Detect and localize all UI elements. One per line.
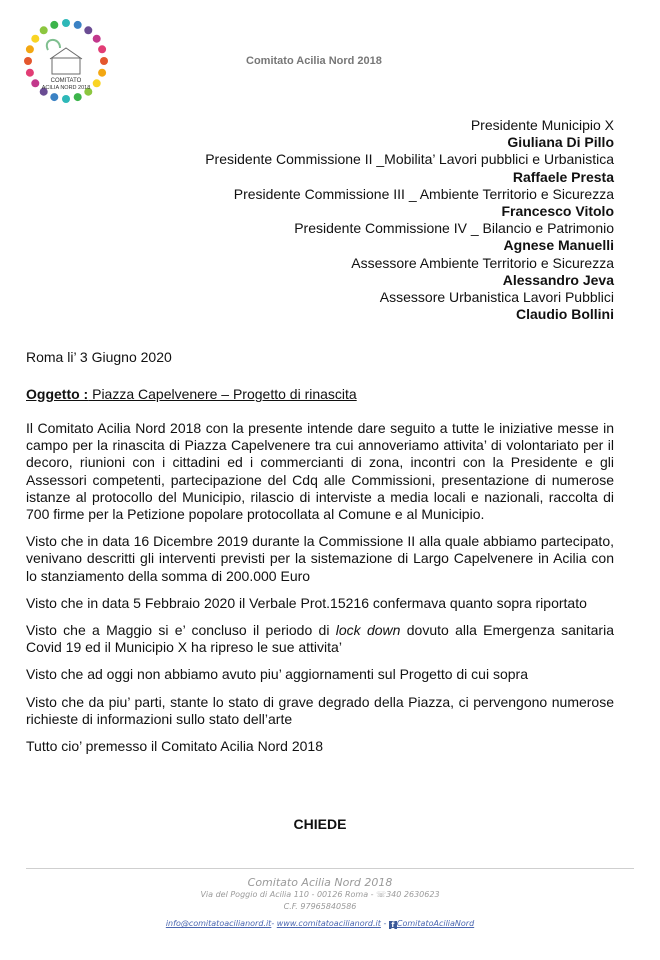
paragraph: Visto che a Maggio si e’ concluso il periodo di lock down dovuto alla Emergenza sanitaria Covid 19 ed il Municipio X ha ripreso le sue attivita’ [26,622,614,656]
facebook-link[interactable]: ComitatoAciliaNord [396,919,475,928]
paragraph: Visto che in data 5 Febbraio 2020 il Verbale Prot.15216 confermava quanto sopra riportato [26,594,587,611]
paragraph: Visto che ad oggi non abbiamo avuto piu’ aggiornamenti sul Progetto di cui sopra [26,666,528,683]
footer-name: Comitato Acilia Nord 2018 [247,876,393,889]
logo-figure [24,57,32,65]
logo-figure [26,45,34,53]
letter-subject [26,386,357,402]
logo-figure [31,79,39,87]
logo-figure [62,19,70,27]
logo-figure [50,21,58,29]
recipient-name: Alessandro Jeva [502,271,614,288]
letter-date: Roma li’ 3 Giugno 2020 [26,349,172,365]
logo-figure [93,79,101,87]
recipient-role: Presidente Commissione II _Mobilita’ Lavori pubblici e Urbanistica [205,151,614,168]
logo-figure [62,95,70,103]
svg-text:COMITATO: COMITATO [50,78,82,84]
logo-figure [26,69,34,77]
recipients-block [205,117,614,323]
letter-footer [0,876,640,929]
logo-figure [40,26,48,34]
paragraph: Visto che da piu’ parti, stante lo stato di grave degrado della Piazza, ci pervengono numerose richieste di informazioni sullo stato dell’arte [26,693,614,727]
logo-figure [50,93,58,101]
recipient-name: Claudio Bollini [516,306,614,323]
recipient-role: Assessore Ambiente Territorio e Sicurezza [351,254,614,271]
email-link[interactable]: info@comitatoacilianord.it [165,919,272,928]
website-link[interactable]: www.comitatoacilianord.it [276,919,381,928]
facebook-icon: f [389,921,397,929]
subject-label: Oggetto : [26,386,89,402]
logo-figure [74,93,82,101]
logo-figure [93,35,101,43]
footer-address: Via del Poggio di Acilia 110 - 00126 Roma - ☏340 2630623 [200,890,440,899]
logo-figure [100,57,108,65]
logo-figure [98,69,106,77]
recipient-role: Assessore Urbanistica Lavori Pubblici [379,289,614,306]
chiede-heading: CHIEDE [293,816,347,832]
recipient-name: Giuliana Di Pillo [507,134,614,151]
footer-divider [26,868,634,869]
paragraph: Il Comitato Acilia Nord 2018 con la presente intende dare seguito a tutte le iniziative messe in campo per la rinascita di Piazza Capelvenere tra cui annoveriamo attivita’ di volontariato per il decoro, riunioni con i cittadini ed i commercianti di zona, incontri con la Presidente e gli Assessori competenti, partecipazione del Cdq alle Commissioni, presentazione di numerose istanze al protocollo del Municipio, rilascio di interviste a media locali e nazionali, raccolta di 700 firme per la Petizione popolare protocollata al Comune e al Municipio. [26,420,614,523]
letterhead-title: Comitato Acilia Nord 2018 [246,55,382,67]
recipient-role: Presidente Commissione IV _ Bilancio e Patrimonio [294,220,614,237]
footer-links: info@comitatoacilianord.it- www.comitatoacilianord.it - f ComitatoAciliaNord [165,919,475,929]
logo-figure [31,35,39,43]
logo-figure [74,21,82,29]
logo-figure [84,26,92,34]
paragraph: Tutto cio’ premesso il Comitato Acilia Nord 2018 [26,738,323,755]
comitato-logo [12,16,120,106]
recipient-role: Presidente Municipio X [470,117,614,133]
recipient-name: Francesco Vitolo [501,203,614,220]
logo-figure [98,45,106,53]
recipient-name: Raffaele Presta [512,168,614,185]
footer-cf: C.F. 97965840586 [283,902,357,911]
recipient-name: Agnese Manuelli [503,237,614,254]
paragraph: Visto che in data 16 Dicembre 2019 durante la Commissione II alla quale abbiamo partecipato, venivano descritti gli interventi previsti per la sistemazione di Largo Capelvenere in Acilia con lo stanziamento della somma di 200.000 Euro [26,533,614,584]
recipient-role: Presidente Commissione III _ Ambiente Territorio e Sicurezza [233,185,614,202]
svg-text:ACILIA NORD 2018: ACILIA NORD 2018 [41,85,91,91]
letter-body [26,420,614,765]
subject-text: Piazza Capelvenere – Progetto di rinascita [88,386,357,402]
phone-icon: ☏ [376,890,387,899]
